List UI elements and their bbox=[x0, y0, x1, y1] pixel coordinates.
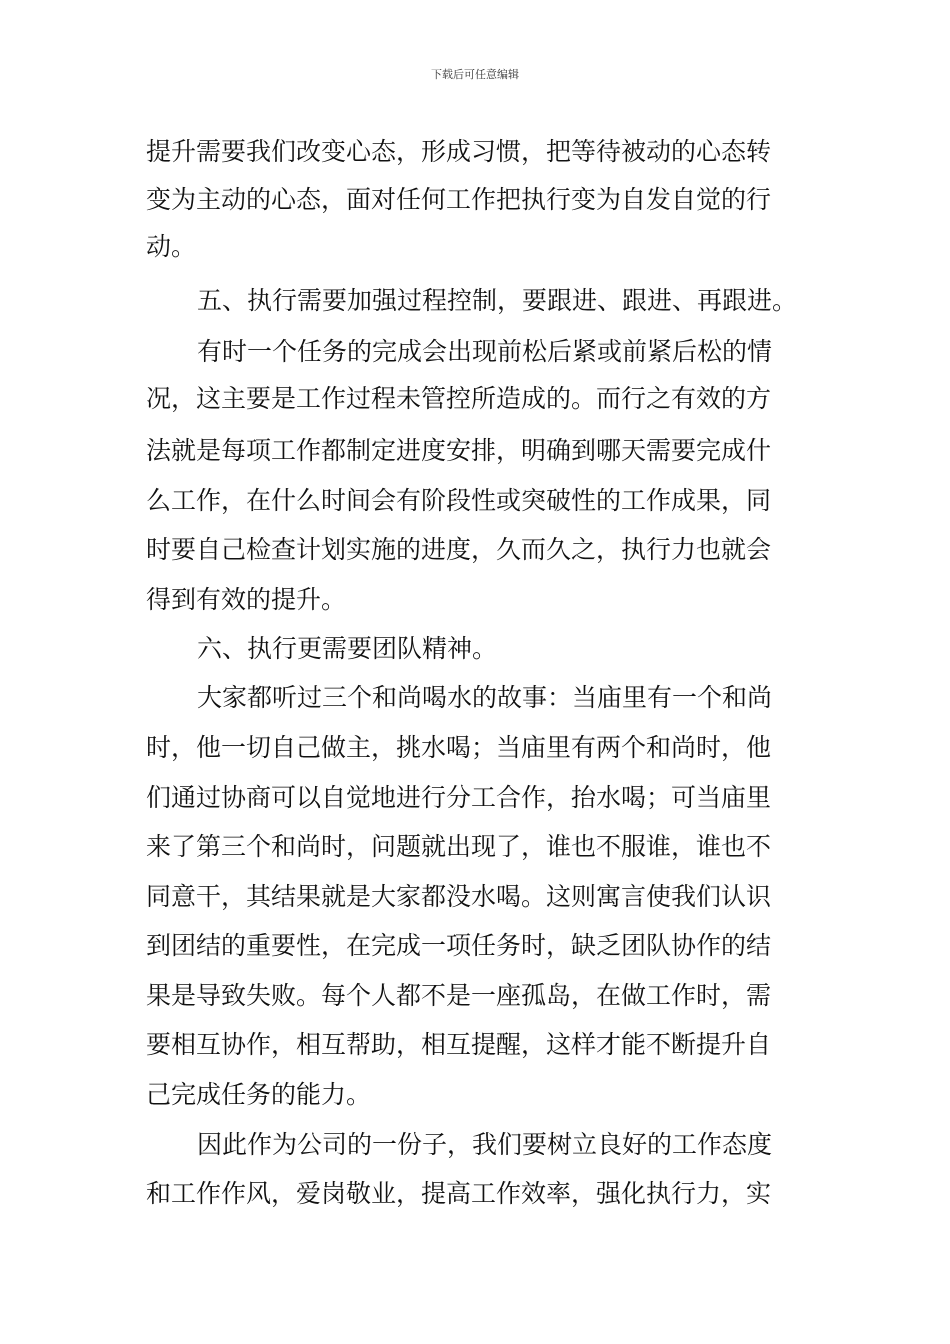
body-line: 得到有效的提升。 bbox=[146, 585, 347, 614]
body-line: 么工作，在什么时间会有阶段性或突破性的工作成果，同 bbox=[146, 486, 772, 515]
body-line: 因此作为公司的一份子，我们要树立良好的工作态度 bbox=[197, 1130, 773, 1159]
body-line: 时要自己检查计划实施的进度，久而久之，执行力也就会 bbox=[146, 535, 772, 564]
body-line: 况，这主要是工作过程未管控所造成的。而行之有效的方 bbox=[146, 384, 772, 413]
body-line: 动。 bbox=[146, 232, 197, 261]
section-heading: 六、执行更需要团队精神。 bbox=[197, 634, 498, 663]
body-line: 们通过协商可以自觉地进行分工合作，抬水喝；可当庙里 bbox=[146, 783, 772, 812]
section-heading: 五、执行需要加强过程控制，要跟进、跟进、再跟进。 bbox=[197, 286, 798, 315]
body-line: 要相互协作，相互帮助，相互提醒，这样才能不断提升自 bbox=[146, 1030, 772, 1059]
body-line: 大家都听过三个和尚喝水的故事：当庙里有一个和尚 bbox=[197, 683, 773, 712]
body-line: 法就是每项工作都制定进度安排，明确到哪天需要完成什 bbox=[146, 436, 772, 465]
body-line: 和工作作风，爱岗敬业，提高工作效率，强化执行力，实 bbox=[146, 1179, 772, 1208]
body-line: 到团结的重要性，在完成一项任务时，缺乏团队协作的结 bbox=[146, 931, 772, 960]
body-line: 来了第三个和尚时，问题就出现了，谁也不服谁，谁也不 bbox=[146, 832, 772, 861]
body-line: 变为主动的心态，面对任何工作把执行变为自发自觉的行 bbox=[146, 185, 772, 214]
body-line: 同意干，其结果就是大家都没水喝。这则寓言使我们认识 bbox=[146, 882, 772, 911]
body-line: 己完成任务的能力。 bbox=[146, 1080, 372, 1109]
body-line: 果是导致失败。每个人都不是一座孤岛，在做工作时，需 bbox=[146, 981, 772, 1010]
page-header: 下载后可任意编辑 bbox=[431, 68, 519, 81]
body-line: 有时一个任务的完成会出现前松后紧或前紧后松的情 bbox=[197, 337, 773, 366]
body-line: 时，他一切自己做主，挑水喝；当庙里有两个和尚时，他 bbox=[146, 733, 772, 762]
body-line: 提升需要我们改变心态，形成习惯，把等待被动的心态转 bbox=[146, 137, 772, 166]
